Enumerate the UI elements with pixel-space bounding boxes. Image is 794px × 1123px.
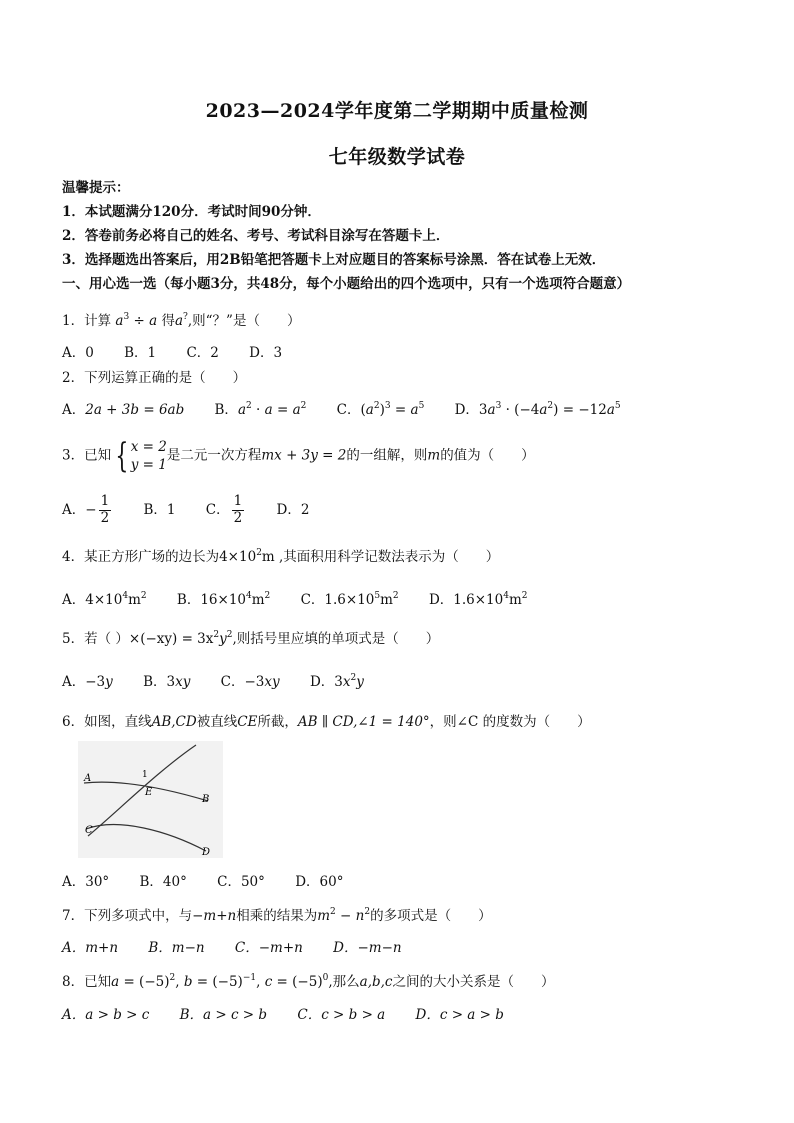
- exam-title: 2023—2024学年度第二学期期中质量检测: [205, 100, 589, 122]
- option: C． $\frac{1}{2}$: [205, 493, 243, 526]
- equation-system: { x = 2 y = 1: [115, 436, 167, 477]
- option: B．$a^2 \cdot a = a^2$: [214, 401, 307, 418]
- question-8-options: [62, 1003, 530, 1023]
- option: B．1: [124, 345, 157, 361]
- option: C．c > b > a: [297, 1007, 386, 1023]
- label-d: D: [202, 847, 211, 858]
- question-7-options: [62, 936, 428, 956]
- option: D．c > a > b: [415, 1007, 504, 1023]
- label-a: A: [84, 773, 92, 784]
- exam-subtitle: 七年级数学试卷: [328, 146, 466, 168]
- tips-label: 温馨提示：: [62, 180, 130, 196]
- question-6: 6．如图，直线AB,CD被直线CE所截，AB ∥ CD,∠1 = 140°，则∠C 的度数为（ ）: [62, 714, 591, 730]
- question-7: 7．下列多项式中，与−m+n相乘的结果为$m^2 - n^2$的多项式是（ ）: [62, 907, 492, 924]
- option: B．1: [143, 501, 176, 518]
- question-3: 3．已知 { x = 2 y = 1 是二元一次方程mx + 3y = 2的一组解，则m的值为（ ）: [62, 436, 535, 477]
- option: D．$3x^2y$: [309, 673, 364, 690]
- option: D．$1.6\times 10^4m^2$: [428, 591, 528, 608]
- question-1-options: [62, 341, 308, 361]
- option: C．−m+n: [234, 940, 303, 956]
- question-2: 2．下列运算正确的是（ ）: [62, 370, 247, 386]
- option: C．2: [186, 345, 219, 361]
- option: D．60°: [295, 874, 344, 890]
- question-5-options: [62, 670, 390, 690]
- option: B．$16\times 10^4m^2$: [176, 591, 271, 608]
- question-3-options: [62, 494, 335, 526]
- label-c: C: [85, 825, 93, 836]
- option: D．2: [276, 501, 310, 518]
- option: A．m+n: [62, 940, 119, 956]
- question-4: 4．某正方形广场的边长为$4\times 10^2m$ ,其面积用科学记数法表示为（ ）: [62, 548, 500, 565]
- question-8: 8．已知$a = (-5)^2$, $b = (-5)^{-1}$, $c = (-5)^0$,那么a,b,c之间的大小关系是（ ）: [62, 973, 555, 990]
- question-6-options: [62, 870, 369, 890]
- tip-3: 3．选择题选出答案后，用2B铅笔把答题卡上对应题目的答案标号涂黑．答在试卷上无效．: [62, 252, 606, 268]
- option: C．$1.6\times 10^5m^2$: [300, 591, 399, 608]
- option: A．−3y: [62, 674, 113, 690]
- option: A．− $\frac{1}{2}$: [62, 493, 110, 526]
- question-1: 1．计算 $a^3 \div a$ 得a?,则“？”是（ ）: [62, 312, 301, 329]
- label-e: E: [145, 787, 153, 798]
- option: B．a > c > b: [179, 1007, 268, 1023]
- figure-svg: [78, 741, 223, 858]
- option: A．30°: [62, 874, 110, 890]
- option: D．3: [249, 345, 283, 361]
- parallel-lines-figure: [78, 741, 223, 858]
- option: C．50°: [217, 874, 265, 890]
- option: A．0: [62, 345, 94, 361]
- option: A．$4\times 10^4m^2$: [62, 591, 147, 608]
- option: B．40°: [139, 874, 187, 890]
- option: D．−m−n: [333, 940, 402, 956]
- tip-2: 2．答卷前务必将自己的姓名、考号、考试科目涂写在答题卡上．: [62, 228, 450, 244]
- option: B．m−n: [148, 940, 205, 956]
- option: A．a > b > c: [62, 1007, 150, 1023]
- section-1-heading: 一、用心选一选（每小题3分，共48分，每个小题给出的四个选项中，只有一个选项符合题意）: [62, 276, 631, 292]
- label-b: B: [202, 794, 210, 805]
- question-4-options: [62, 588, 554, 608]
- question-5: 5．若（ ）$\times(-xy) = 3x^2y^2$,则括号里应填的单项式是（ ）: [62, 630, 440, 647]
- label-1: 1: [142, 770, 148, 780]
- option: C．−3xy: [220, 674, 280, 690]
- option: C．$(a^2)^3 = a^5$: [336, 401, 425, 418]
- option: B．3xy: [143, 674, 191, 690]
- option: A．2a + 3b = 6ab: [62, 402, 185, 418]
- option: D．$3a^3 \cdot (-4a^2) = -12a^5$: [454, 401, 621, 418]
- tip-1: 1．本试题满分120分．考试时间90分钟．: [62, 204, 321, 220]
- question-2-options: [62, 398, 647, 418]
